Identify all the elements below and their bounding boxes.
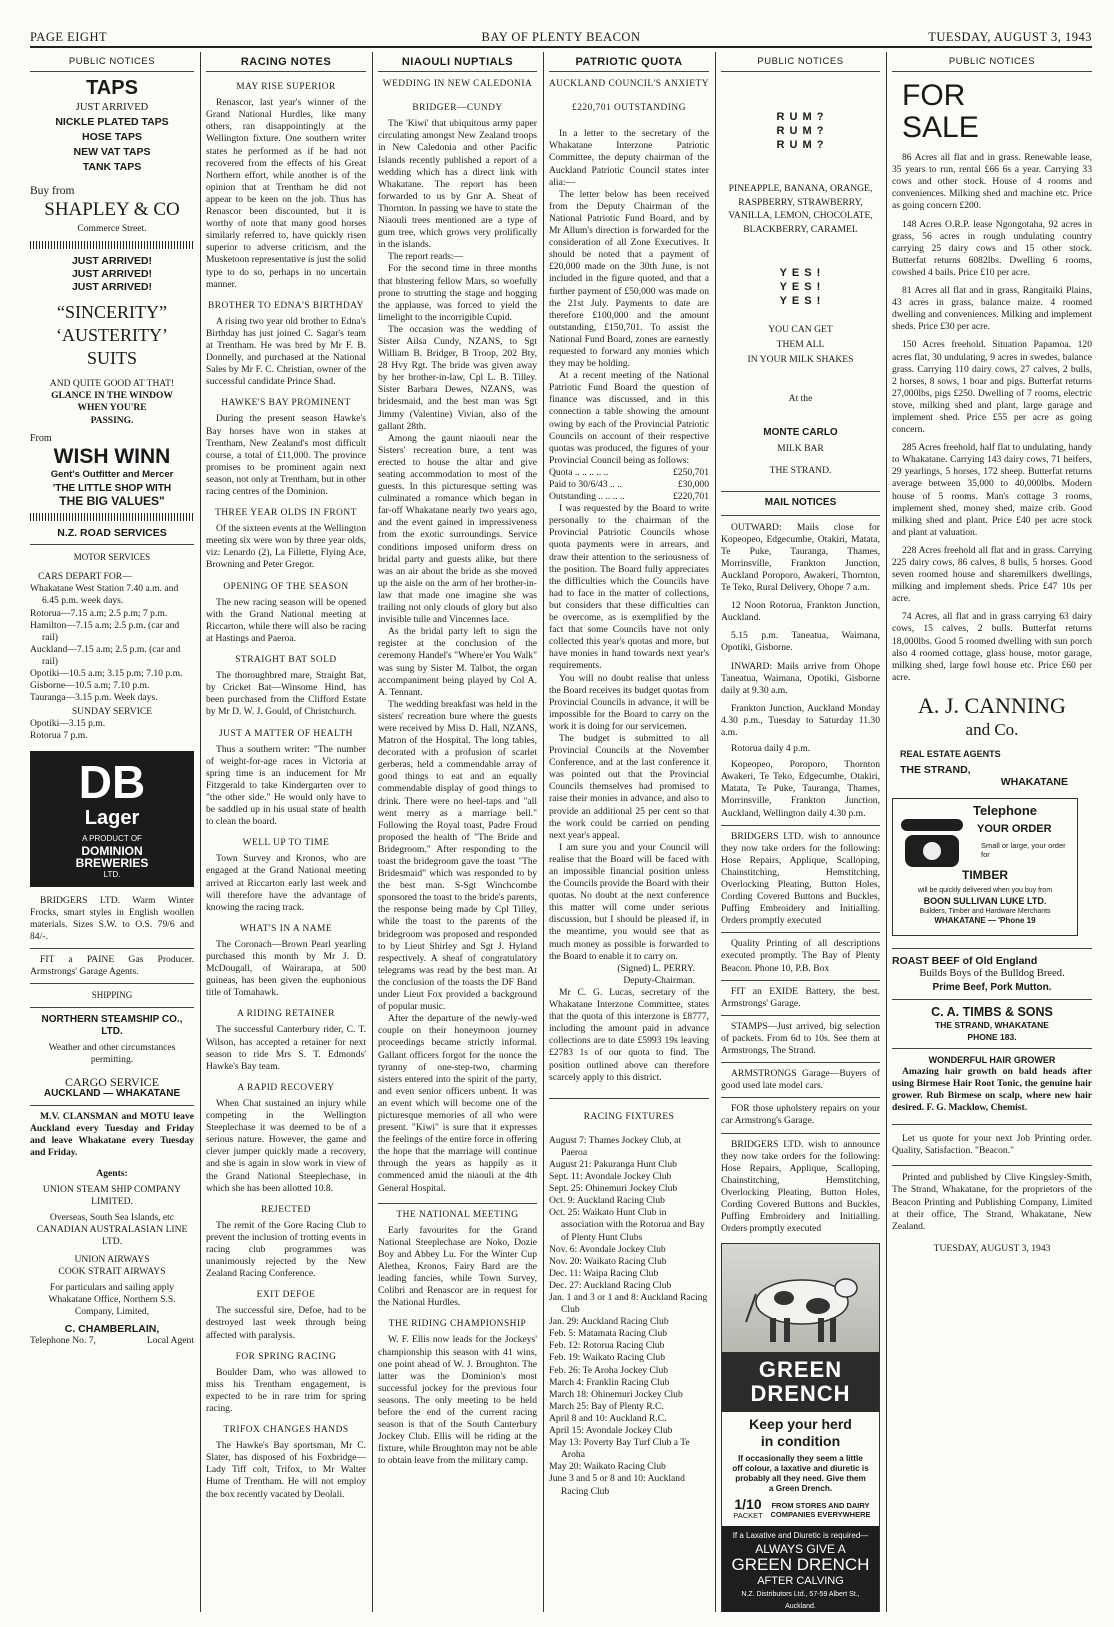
divider <box>892 1048 1092 1049</box>
fixture: June 3 and 5 or 8 and 10: Auckland Racing Club <box>549 1473 685 1497</box>
article-heading: THE NATIONAL MEETING <box>396 1209 519 1220</box>
fixture: Feb. 12: Rotorua Racing Club <box>549 1340 665 1352</box>
local-agent: Local Agent <box>146 1334 194 1346</box>
gd-green-drench: GREEN DRENCH <box>731 1554 870 1574</box>
timber-advert <box>892 798 1078 936</box>
article-heading: WHAT'S IN A NAME <box>239 923 333 934</box>
roast-beef: ROAST BEEF of Old England <box>892 955 1038 968</box>
stamps-ad: STAMPS—Just arrived, big selection of packets. From 6d to 10s. See them at Armstrongs, The Strand. <box>721 1020 880 1057</box>
cars-depart: CARS DEPART FOR— <box>38 571 132 583</box>
aj-canning: A. J. CANNING <box>918 692 1066 718</box>
car-line: Opotiki—10.5 a.m; 3.15 p.m; 7.10 p.m. <box>30 667 183 679</box>
cow-icon <box>722 1244 879 1352</box>
masthead <box>30 28 1092 48</box>
fixture: Sept. 25: Ohinemuri Jockey Club <box>549 1183 678 1195</box>
fixtures-heading: RACING FIXTURES <box>583 1111 675 1122</box>
divider <box>892 999 1092 1000</box>
article-body: As the bridal party left to sign the register at the conclusion of the ceremony Handel's "Where'er You Walk" was sung by Sister M. Talbot, the organ accompaniment being played by Col A. A. Tennant. <box>378 626 537 698</box>
divider <box>30 241 194 249</box>
fixture: Oct. 25: Waikato Hunt Club in association with the Rotorua and Bay of Plenty Hunt Clubs <box>549 1207 705 1243</box>
for-sale-line: SALE <box>902 111 979 145</box>
article-body: The remit of the Gore Racing Club to prevent the inclusion of trotting events in racing club programmes was unanimously rejected by the New Zealand Racing Conference. <box>206 1219 366 1280</box>
quota-row <box>549 479 709 491</box>
divider <box>721 1133 880 1134</box>
divider <box>721 1097 880 1098</box>
fixture: Sept. 11: Avondale Jockey Club <box>549 1171 672 1183</box>
fixture: April 8 and 10: Auckland R.C. <box>549 1412 667 1424</box>
imprint-date: TUESDAY, AUGUST 3, 1943 <box>933 1242 1051 1254</box>
article-body: Boulder Dam, who was allowed to miss his Trentham engagement, is expected to be in rare trim for spring racing. <box>206 1366 366 1414</box>
column-rule <box>886 52 887 1612</box>
article-heading: A RIDING RETAINER <box>237 1009 335 1020</box>
mail-notice: 5.15 p.m. Taneatua, Waimana, Opotiki, Gisborne. <box>721 630 880 654</box>
gd-from: FROM STORES AND DAIRY COMPANIES EVERYWHERE <box>770 1501 871 1520</box>
agents-label: Agents: <box>96 1167 128 1179</box>
yes-line: Y E S ! <box>779 295 822 308</box>
quite-good: AND QUITE GOOD AT THAT! <box>49 379 175 390</box>
fixture: Jan. 29: Auckland Racing Club <box>549 1316 669 1328</box>
article-body: For the second time in three months that blustering fellow Mars, so woefully prone to strutting the stage and hogging the applause, was forced to yield the limelight to the incorrigible Cupid. <box>378 263 537 323</box>
gd-drench: DRENCH <box>750 1381 851 1407</box>
sunday-line: Rotorua 7 p.m. <box>30 730 88 742</box>
glance: GLANCE IN THE WINDOW <box>51 391 173 402</box>
article-subheading: BRIDGER—CUNDY <box>412 103 503 114</box>
boon-sullivan: BOON SULLIVAN LUKE LTD. <box>923 896 1047 907</box>
green-drench-advert <box>721 1243 880 1612</box>
taps-line: JUST ARRIVED <box>75 102 149 114</box>
builders: Builders, Timber and Hardware Merchants <box>919 908 1051 916</box>
gd-packet: PACKET <box>733 1511 763 1521</box>
divider <box>892 1124 1092 1125</box>
column-rule <box>200 52 201 1612</box>
mv-schedule: M.V. CLANSMAN and MOTU leave Auckland every Tuesday and Friday and leave Whakatane every Tuesday and Friday. <box>30 1111 194 1159</box>
article-subheading: £220,701 OUTSTANDING <box>572 103 686 114</box>
column-public-notices-2 <box>721 52 880 1612</box>
car-line: Gisborne—10.5 a.m; 7.10 p.m. <box>30 680 150 692</box>
gd-distributors: N.Z. Distributors Ltd., 57-59 Albert St., Auckland. <box>741 1590 860 1610</box>
armstrongs-ad: ARMSTRONGS Garage—Buyers of good used late model cars. <box>721 1068 880 1092</box>
column-public-notices-1 <box>30 52 194 1612</box>
rum-block <box>721 110 880 152</box>
wish-winn: WISH WINN <box>53 444 171 468</box>
column-heading: RACING NOTES <box>206 52 366 72</box>
article-body: The budget is submitted to all Provincial Councils at the November Conference, and at the last conference it was pointed out that the Provincial Councils themselves had promised to raise their monies in advance, and also to provide an additional 25 per cent so that the work could be carried on pending next year's appeal. <box>549 732 709 841</box>
just-arrived: JUST ARRIVED! <box>71 255 153 268</box>
column-heading: PATRIOTIC QUOTA <box>549 52 709 72</box>
divider <box>549 1098 709 1099</box>
article-body: Renascor, last year's winner of the Grand National Hurdles, like many others, ran disappointingly at the Wellington fixture. One southern writer states he performed as if he had not recovered from the effects of his Great Northern effort, while another is of the opinion that at Trentham he did not appear to be keen on the job. Thus has Renascor been discounted, but it is worthy of note that many good horses similarly referred to, have quickly risen superior to adverse criticism, and the Musketoon representative is just the solid type to do so, perhaps in no uncertain manner. <box>206 97 366 290</box>
paine-ad: FIT a PAINE Gas Producer. Armstrongs' Garage Agents. <box>30 954 194 978</box>
builds-boys: Builds Boys of the Bulldog Breed. <box>919 968 1065 980</box>
divider <box>30 544 194 545</box>
divider <box>721 491 880 492</box>
canadian-line: CANADIAN AUSTRALASIAN LINE LTD. <box>36 1223 188 1247</box>
bridgers-notice: BRIDGERS LTD. wish to announce they now take orders for the following: Hose Repairs, Applique, Scalloping, Chainstitching, Hemstitching, Overlocking Pleating, Button Holes, Cording Covered Buttons and Buckles, Puffing Embroidery and Initialling. Orders promptly executed <box>721 830 880 927</box>
fixture: August 21: Pakuranga Hunt Club <box>549 1158 677 1170</box>
job-printing: Let us quote for your next Job Printing order. Quality, Satisfaction. "Beacon." <box>892 1133 1092 1157</box>
db-breweries: BREWERIES <box>75 855 149 870</box>
exide-ad: FIT an EXIDE Battery, the best. Armstrongs' Garage. <box>721 985 880 1009</box>
column-heading: PUBLIC NOTICES <box>892 52 1092 72</box>
article-body: I was requested by the Board to write personally to the chairman of the Provincial Patriotic Councils whose quota payments were in arrears, and draw their attention to the seriousness of the position. The Board fully appreciates the difficulties which the Councils have had to face in the matter of collections, but considers that these difficulties can be overcome, as is exemplified by the fact that some Councils have not only collected this year's quotas and more, but have monies in hand towards next year's requirements. <box>549 503 709 672</box>
fixture: Dec. 27: Auckland Racing Club <box>549 1279 672 1291</box>
shipping-heading: SHIPPING <box>91 990 133 1001</box>
quota-label: Outstanding .. .. .. .. <box>549 491 625 503</box>
article-body: The 'Kiwi' that ubiquitous army paper circulating amongst New Zealand troops in New Caledonia and other Pacific Islands recently published a report of a wedding which has a direct link with Whakatane. The report has been forwarded to us by Gnr A. Sheat of Thornton. In passing we have to state the Niaouli trees mentioned are a type of gum tree, which grows very prolifically in the islands. <box>378 118 537 251</box>
fixture: May 20: Waikato Racing Club <box>549 1461 666 1473</box>
motor-services-heading: MOTOR SERVICES <box>73 552 151 563</box>
when-youre: WHEN YOU'RE <box>77 403 147 414</box>
property-listing: 285 Acres freehold, half flat to undulating, handy to Whakatane. Carrying 143 dairy cows, 71 heifers, 29 yearlings, 5 horses, 172 sheep. Butterfat returns average between 35,000 to 40,000lbs. Modern house of 5 rooms. Man's cottage 3 rooms, implement shed, money shed, maize crib. Good milking shed and plant. Price £40 per acre stock and plant at valuation. <box>892 442 1092 538</box>
mail-notice: OUTWARD: Mails close for Kopeopeo, Edgecumbe, Otakiri, Matata, Te Puke, Tauranga, Thames, Morrinsville, Frankton Junction, Auckland Poroporo, Awakeri, Thornton, Te Teko, Rural Delivery, Ohope 7 a.m. <box>721 521 880 594</box>
hair-body: Amazing hair growth on bald heads after using Birmese Hair Root Tonic, the genuine hair grower. Rub Birmese on scalp, where new hair desired. F. G. Macklow, Chemist. <box>892 1065 1092 1114</box>
cow-illustration <box>722 1244 879 1352</box>
hair-heading: WONDERFUL HAIR GROWER <box>928 1054 1056 1065</box>
gd-footer <box>722 1526 879 1612</box>
db-ltd: LTD. <box>103 869 121 879</box>
car-line: Auckland—7.15 a.m; 2.5 p.m. (car and rail) <box>30 643 181 667</box>
fixture: Nov. 20: Waikato Racing Club <box>549 1255 667 1267</box>
road-services-heading: N.Z. ROAD SERVICES <box>57 527 167 540</box>
weather-permitting: Weather and other circumstances permitting. <box>48 1041 176 1065</box>
article-body: The thoroughbred mare, Straight Bat, by Cricket Bat—Winsome Hind, has been purchased from the Clifford Estate by Mr D. W. J. Gould, of Christchurch. <box>206 670 366 718</box>
column-rule <box>715 52 716 1612</box>
article-heading: THE RIDING CHAMPIONSHIP <box>388 1319 527 1330</box>
article-body: The new racing season will be opened with the Grand National meeting at Riccarton, while there will also be racing at Hastings and Paeroa. <box>206 596 366 644</box>
real-estate-agents: REAL ESTATE AGENTS <box>900 748 1001 759</box>
divider <box>721 980 880 981</box>
yes-block <box>721 266 880 308</box>
the-strand: THE STRAND. <box>769 465 832 477</box>
rum-line: R U M ? <box>776 139 825 152</box>
gd-body: If occasionally they seem a little off colour, a laxative and diuretic is probably all they need. Give them a Green Drench. <box>732 1454 869 1494</box>
sunday-heading: SUNDAY SERVICE <box>71 706 153 718</box>
fixture: May 13: Poverty Bay Turf Club a Te Aroha <box>549 1437 690 1461</box>
rum-line: R U M ? <box>776 125 825 138</box>
mail-notice: Rotorua daily 4 p.m. <box>731 743 811 755</box>
column-rule <box>372 52 373 1612</box>
fixture: Jan. 1 and 3 or 1 and 8: Auckland Racing Club <box>549 1292 708 1316</box>
fixture: Feb. 26: Te Aroha Jockey Club <box>549 1364 669 1376</box>
article-body: At a recent meeting of the National Patriotic Fund Board the question of finance was discussed, and in this connection a table showing the amount owing by each of the Provincial Patriotic Councils on account of their respective quotas was produced, the figures of your Provincial Council being as follows: <box>549 370 709 466</box>
divider <box>30 513 194 521</box>
car-line: Hamilton—7.15 a.m; 2.5 p.m. (car and rail) <box>30 619 180 643</box>
column-patriotic-quota <box>549 52 709 1612</box>
article-body: When Chat sustained an injury while competing in the Wellington Steeplechase it was deemed to be of a serious nature. However, the game and clever jumper quickly made a recovery, and she is again in slow work in view of the Grand National Steeplechase, in which she has been allotted 10.8. <box>206 1097 366 1194</box>
divider <box>30 948 194 949</box>
taps-line: TANK TAPS <box>82 161 142 174</box>
gd-laxative: If a Laxative and Diuretic is required— <box>732 1531 869 1541</box>
quota-label: Quota .. .. .. .. .. <box>549 466 609 478</box>
article-body: Town Survey and Kronos, who are engaged at the Grand National meeting arrived at Riccarton early last week and will therefore have the advantage of knowing the racing track. <box>206 853 366 913</box>
issue-date: TUESDAY, AUGUST 3, 1943 <box>928 30 1092 44</box>
gd-green: GREEN <box>758 1357 843 1383</box>
signature-title: Deputy-Chairman. <box>623 974 695 986</box>
mail-notice: Kopeopeo, Poroporo, Thornton Awakeri, Te Teko, Edgecumbe, Otakiri, Matata, Te Puke, Tauranga, Thames, Morrinsville, Frankton Junction, Auckland, Wellington daily 4.30 p.m. <box>721 759 880 819</box>
particulars: For particulars and sailing apply Whakatane Office, Northern S.S. Company, Limited, <box>48 1282 176 1318</box>
milkshake-line: THEM ALL <box>776 339 825 351</box>
fixture: March 4: Franklin Racing Club <box>549 1376 670 1388</box>
your-order: YOUR ORDER <box>977 823 1052 836</box>
article-body: During the present season Hawke's Bay horses have won in stakes at Trentham, New Zealand's most difficult course, a total of £11,000. The province promises to be prominent again next season, not only at Trentham, but in other racing centres of the Dominion. <box>206 413 366 497</box>
yes-line: Y E S ! <box>779 267 822 280</box>
taps-line: HOSE TAPS <box>82 131 142 144</box>
telephone-number: Telephone No. 7, <box>30 1334 96 1346</box>
car-line: Tauranga—3.15 p.m. Week days. <box>30 692 158 704</box>
chamberlain: C. CHAMBERLAIN, <box>64 1322 160 1335</box>
article-body: Mr C. G. Lucas, secretary of the Whakatane Interzone Committee, states that the quota of this interzone is £8777, including the amount paid in advance collections are to date £5993 19s leaving £2783 1s of our quota to find. The position outlined above can therefore scarcely apply to this district. <box>549 986 709 1083</box>
timber: TIMBER <box>962 868 1008 883</box>
bridgers-frocks: BRIDGERS LTD. Warm Winter Frocks, smart styles in English woollen materials. Sizes S.W. to O.S. 79/6 and 84/-. <box>30 894 194 943</box>
quota-amount: £220,701 <box>673 491 709 503</box>
suits: SUITS <box>86 348 137 369</box>
article-body: The occasion was the wedding of Sister Ailsa Cundy, NZANS, to Sgt William B. Bridger, B Troop, 202 Bty, 28 Hvy Rgt. The bride was given away by her brother-in-law, Cpl L. B. Tilley. Sister Barbara Dewes, NZANS, was bridesmaid, and the best man was Sgt Jimmy (Valentine) Vivian, also of the gallant 28th. <box>378 323 537 432</box>
milk-bar: MILK BAR <box>777 443 824 455</box>
column-niaouli-nuptials <box>378 52 537 1612</box>
column-public-notices-3 <box>892 52 1092 1612</box>
small-large: Small or large, your order for <box>981 841 1066 860</box>
property-listing: 81 Acres all flat and in grass, Rangitaiki Plains, 43 acres in grass, balance maize. 4 roomed dwelling and conveniences. Milking and implement sheds. Price £30 per acre. <box>892 285 1092 333</box>
article-body: Early favourites for the Grand National Steeplechase are Noko, Dozie Boy and Abbey Lu. For the Winter Cup Alethea, Kronos, Fairy Bard are the leading fancies, while Town Survey, Colibri and Renascor are in request for the National Hurdles. <box>378 1224 537 1309</box>
article-heading: JUST A MATTER OF HEALTH <box>219 728 353 739</box>
article-heading: BROTHER TO EDNA'S BIRTHDAY <box>208 300 364 311</box>
cargo-service: CARGO SERVICE <box>64 1074 160 1089</box>
taps-line: NICKLE PLATED TAPS <box>55 116 169 129</box>
just-arrived: JUST ARRIVED! <box>71 281 153 294</box>
property-listing: 148 Acres O.R.P. lease Ngongotaha, 92 acres in grass, 56 acres in rough undulating country carrying 25 dairy cows and 15 other stock. Butterfat returns 6082lbs. Dwelling 6 rooms, cowshed 4 bails. Price £10 per acre. <box>892 218 1092 278</box>
just-arrived: JUST ARRIVED! <box>71 268 153 281</box>
flavours: PINEAPPLE, BANANA, ORANGE, RASPBERRY, STRAWBERRY, VANILLA, LEMON, CHOCOLATE, BLACKBERRY, CARAMEL <box>728 183 873 235</box>
property-listing: 86 Acres all flat and in grass. Renewable lease, 35 years to run, rental £66 6s a year. Carrying 33 cows and other stock. House of 4 rooms and conveniences. Milking shed and machine etc. Price as going concern £200. <box>892 152 1092 212</box>
article-heading: STRAIGHT BAT SOLD <box>235 655 337 666</box>
passing: PASSING. <box>90 415 134 426</box>
quota-row <box>549 491 709 503</box>
austerity: ‘AUSTERITY’ <box>56 325 168 346</box>
article-subheading: AUCKLAND COUNCIL'S ANXIETY <box>549 79 709 90</box>
mail-notices-heading: MAIL NOTICES <box>764 497 837 509</box>
gd-always: ALWAYS GIVE A <box>755 1541 846 1556</box>
yes-line: Y E S ! <box>779 281 822 294</box>
canning-strand: THE STRAND, <box>900 764 971 777</box>
timbs-address: THE STRAND, WHAKATANE <box>935 1019 1049 1030</box>
article-heading: REJECTED <box>261 1204 311 1215</box>
sincerity: “SINCERITY” <box>57 302 167 323</box>
quota-row <box>549 467 709 479</box>
timbs-sons: C. A. TIMBS & SONS <box>931 1005 1053 1020</box>
divider <box>721 515 880 516</box>
car-line: Whakatane West Station 7.40 a.m. and 6.45 p.m. week days. <box>30 583 179 607</box>
divider <box>721 932 880 933</box>
article-body: The letter below has been received from the Deputy Chairman of the National Patriotic Fund Board, and by Mr Allum's direction is forwarded for the consideration of all Zone Executives. It should be noted that a payment of £20,000 made on the 30th June, is not included in the figure quoted, and that a further payment of £50,000 was made on the 21st July. Payments to date are therefore £100,000 and the amount outstanding, £150,701. To assist the National Fund Board, zones are earnestly requested to forward any monies which they may be holding. <box>549 188 709 370</box>
taps-line: NEW VAT TAPS <box>73 146 151 159</box>
article-heading: HAWKE'S BAY PROMINENT <box>221 398 351 409</box>
article-heading: OPENING OF THE SEASON <box>223 581 349 592</box>
whakatane-phone: WHAKATANE — 'Phone 19 <box>934 916 1036 926</box>
db-lager-advert <box>30 751 194 887</box>
article-heading: EXIT DEFOE <box>256 1290 316 1301</box>
article-body: The report reads:— <box>388 251 464 263</box>
shapley-address: Commerce Street. <box>77 223 147 235</box>
db-logo: DB <box>78 755 146 808</box>
masthead-rule <box>30 46 1092 48</box>
agent-phone-row <box>30 1335 194 1347</box>
gd-condition: in condition <box>760 1433 841 1450</box>
divider <box>378 1203 537 1204</box>
from-label: From <box>30 432 52 444</box>
and-co: and Co. <box>965 719 1019 739</box>
divider <box>30 1105 194 1106</box>
mail-notice: 12 Noon Rotorua, Frankton Junction, Auckland. <box>721 600 880 624</box>
green-drench-banner <box>722 1352 879 1412</box>
mail-notice: Frankton Junction, Auckland Monday 4.30 p.m., Tuesday to Saturday 11.30 a.m. <box>721 702 880 738</box>
article-body: In a letter to the secretary of the Whakatane Interzone Patriotic Committee, the deputy chairman of the Auckland Patriotic Council states inter alia:— <box>549 128 709 188</box>
overseas: Overseas, South Sea Islands, etc <box>49 1211 175 1223</box>
article-body: The wedding breakfast was held in the sisters' recreation bure where the guests were received by Miss D. Hall, NZANS, Matron of the Hospital. The long tables, decorated with a profusion of scarlet gerberas, held a commendable array of good things to eat and an equally commendable display of good things to drink. There were no heel-taps and "all went merry as a marriage bell." Following the Royal toast, Padre Froud proposed the health of "The Bride and Bridegroom." After responding to the toast the bridegroom gave the toast "The Bridesmaid" which was responded to by the best man. S-Sgt Winchcombe sponsored the toast to the bride's parents, the response being made by Cpl Tilley, while the toast to the parents of the bridegroom was proposed and responded to by Lieut Shirley and Sgt J. Hyland respectively. A sheaf of congratulatory telegrams was read by the best man. At the conclusion of the toasts the DF Band under Lieut Fox provided a background of popular music. <box>378 698 537 1013</box>
article-body: A rising two year old brother to Edna's Birthday has just joined C. Sagar's team at Trentham. He was bred by Mr F. B. Donnelly, and purchased at the National Sales by Mr F. C. Christian, owner of the successful candidate Prince Shad. <box>206 315 366 388</box>
article-subheading: WEDDING IN NEW CALEDONIA <box>382 79 533 90</box>
fixture: April 15: Avondale Jockey Club <box>549 1425 673 1437</box>
article-body: After the departure of the newly-wed couple on their honeymoon journey proceedings became strictly informal. Gallant officers forgot for the nonce the tyranny of one-step-two, charming sisters entered into the spirit of the party, and even senior officers unbent. It was an event which will become one of the picturesque memories of all who were present. "Kiwi" is sure that it expresses the feelings of the entire force in offering the hope that the marriage will continue through the years as happily as it commenced amid the niaouli at the 4th General Hospital. <box>378 1013 537 1194</box>
monte-carlo: MONTE CARLO <box>763 427 838 439</box>
article-body: The Coronach—Brown Pearl yearling purchased this month by Mr J. D. McDougall, of Wairarapa, at 500 guineas, has been given the euphonious title of Tomahawk. <box>206 938 366 999</box>
gd-price-value: 1/10 <box>734 1496 762 1513</box>
column-rule <box>543 52 544 1612</box>
column-heading: PUBLIC NOTICES <box>721 52 880 72</box>
gd-price <box>728 1498 768 1522</box>
property-listing: 150 Acres freehold. Situation Papamoa. 120 acres flat, 30 undulating, 9 acres in swedes, balance grass. Carrying 110 dairy cows, 27 calves, 2 bulls, 2 horses, 8 sows, 1 boar and pigs. Butterfat returns 27,000lbs, pigs £250. Dwelling of 7 rooms, electric stove, milking shed and plant, large garage and implement shed. Price £55 per acre as going concern. <box>892 339 1092 436</box>
little-shop: 'THE LITTLE SHOP WITH <box>52 482 172 494</box>
article-heading: MAY RISE SUPERIOR <box>236 82 336 93</box>
db-dominion: DOMINION <box>81 843 143 858</box>
gd-after-calving: AFTER CALVING <box>757 1574 844 1587</box>
big-values: THE BIG VALUES" <box>59 493 165 508</box>
paper-title: BAY OF PLENTY BEACON <box>481 30 641 44</box>
divider <box>30 1007 194 1008</box>
rum-line: R U M ? <box>776 111 825 124</box>
fixture: March 18: Ohinemuri Jockey Club <box>549 1388 683 1400</box>
db-lager: Lager <box>84 806 140 829</box>
article-heading: TRIFOX CHANGES HANDS <box>223 1425 349 1436</box>
db-product: A PRODUCT OF <box>82 833 142 843</box>
divider <box>30 983 194 984</box>
taps-title: TAPS <box>86 77 138 100</box>
fixture: Feb. 19: Waikato Racing Club <box>549 1352 666 1364</box>
fixture: Feb. 5: Matamata Racing Club <box>549 1328 668 1340</box>
for-sale-line: FOR <box>902 79 966 113</box>
upholstery-ad: FOR those upholstery repairs on your car Armstrong's Garage. <box>721 1103 880 1127</box>
quota-amount: £30,000 <box>677 479 709 490</box>
canning-whakatane: WHAKATANE <box>1000 776 1068 789</box>
article-body: You will no doubt realise that unless the Board receives its budget quotas from Provincial Councils in advance, it will be impossible for the Board to carry on the work it is doing for our servicemen. <box>549 672 709 732</box>
article-body: W. F. Ellis now leads for the Jockeys' championship this season with 41 wins, one point ahead of W. J. Broughton. The latter was the Dominion's most successful jockey for the previous four seasons. The only meeting to be held before the end of the current racing season is that of the South Canterbury Jockey Club. Ellis will be riding at the fixture, while Broughton may not be able to obtain leave from the military camp. <box>378 1334 537 1467</box>
divider <box>892 1165 1092 1166</box>
fixture: August 7: Thames Jockey Club, at Paeroa <box>549 1134 681 1158</box>
article-heading: THREE YEAR OLDS IN FRONT <box>215 508 357 519</box>
article-body: The successful sire, Defoe, had to be destroyed last week through being affected with paralysis. <box>206 1305 366 1341</box>
buy-from: Buy from <box>30 185 75 198</box>
fixture: Oct. 9: Auckland Racing Club <box>549 1195 665 1207</box>
union-airways: UNION AIRWAYS <box>74 1254 150 1266</box>
quota-amount: £250,701 <box>673 466 709 478</box>
page-number: PAGE EIGHT <box>30 30 108 44</box>
column-heading: NIAOULI NUPTIALS <box>378 52 537 72</box>
fixture: March 25: Bay of Plenty R.C. <box>549 1400 664 1412</box>
milkshake-line: IN YOUR MILK SHAKES <box>747 354 854 366</box>
article-body: Among the gaunt niaouli near the Sisters' recreation bure, a tent was erected to house the altar and give seating accommodation to most of the guests. In this picturesque setting was culminated a romance which began in far-off Whakatane nearly two years ago, and the event gained in impressiveness from the exotic surroundings. Service conditions imposed uniform dress on bridal party and guests alike, but there was an air about the bride as she moved up the aisle on the arm of her brother-in-law that made one imagine she was trailing not only clouds of glory but also invisible tulle and Vincennes lace. <box>378 432 537 626</box>
divider <box>721 1062 880 1063</box>
fixture: Nov. 6: Avondale Jockey Club <box>549 1243 666 1255</box>
sunday-line: Opotiki—3.15 p.m. <box>30 718 106 730</box>
shapley-name: SHAPLEY & CO <box>44 199 180 221</box>
bridgers-notice: BRIDGERS LTD. wish to announce they now take orders for the following: Hose Repairs, Applique, Scalloping, Chainstitching, Hemstitching, Overlocking Pleating, Button Holes, Cording Covered Buttons and Buckles, Puffing Embroidery and Initialling. Orders promptly executed <box>721 1138 880 1235</box>
cook-strait-airways: COOK STRAIT AIRWAYS <box>58 1266 166 1278</box>
article-body: The Hawke's Bay sportsman, Mr C. Slater, has disposed of his Foxbridge—Lady Tiff colt, Trifox, to Mr Walter Hume of Trentham. He will not employ the box recently vacated by Deolali. <box>206 1440 366 1500</box>
northern-steamship: NORTHERN STEAMSHIP CO., LTD. <box>41 1013 183 1037</box>
prime-beef: Prime Beef, Pork Mutton. <box>932 982 1052 994</box>
article-heading: A RAPID RECOVERY <box>237 1082 335 1093</box>
telephone-icon <box>897 805 967 875</box>
divider <box>892 948 1092 949</box>
mail-notice: INWARD: Mails arrive from Ohope Taneatua, Waimana, Opotiki, Gisborne daily at 9.30 a.m. <box>721 660 880 696</box>
article-body: Of the sixteen events at the Wellington meeting six were won by three year olds, viz: Lenardo (2), La Fillette, Flying Ace, Browning and Peter Gregor. <box>206 523 366 571</box>
timbs-phone: PHONE 183. <box>967 1031 1017 1042</box>
property-listing: 228 Acres freehold all flat and in grass. Carrying 225 dairy cows, 86 calves, 8 bulls, 5 horses. Good seven roomed house and sharemilkers dwellings, milking and implement sheds. Price £47 10s per acre. <box>892 544 1092 605</box>
fixture: Dec. 11: Waipa Racing Club <box>549 1267 659 1279</box>
property-listing: 74 Acres, all flat and in grass carrying 63 dairy cows, 15 calves, 2 bulls. Butterfat returns 18,000lbs. Good 5 roomed dwelling with sun porch also 4 roomed cottage, glass house, motor garage, milking shed, large fowl house etc. Price £60 per acre. <box>892 611 1092 683</box>
union-steamship: UNION STEAM SHIP COMPANY LIMITED. <box>42 1183 182 1207</box>
gd-price-row <box>722 1498 879 1526</box>
milkshake-line: YOU CAN GET <box>768 324 833 336</box>
article-heading: FOR SPRING RACING <box>235 1351 337 1362</box>
imprint: Printed and published by Clive Kingsley-Smith, The Strand, Whakatane, for the proprietors of the Beacon Printing and Publishing Company, Limited at their office, The Strand, Whakatane, New Zealand. <box>892 1172 1092 1232</box>
telephone-label: Telephone <box>973 803 1038 819</box>
gents-outfitter: Gent's Outfitter and Mercer <box>50 468 174 480</box>
article-body: I am sure you and your Council will realise that the Board will be faced with an impossible financial position unless the Councils provide the Board with their quotas. No doubt at the next conference this matter will come under serious discussion, but I should be pleased if, in the meantime, you would see that as much money as possible is forwarded to the Board to enable it to carry on. <box>549 841 709 962</box>
signature: (Signed) L. PERRY. <box>617 962 695 974</box>
column-racing-notes <box>206 52 366 1612</box>
column-heading: PUBLIC NOTICES <box>30 52 194 72</box>
delivered: will be quickly delivered when you buy from <box>917 887 1053 895</box>
gd-keep: Keep your herd <box>749 1416 852 1433</box>
car-line: Rotorua—7.15 a.m; 2.5 p.m; 7 p.m. <box>30 607 168 619</box>
at-the: At the <box>788 393 813 405</box>
article-body: The successful Canterbury rider, C. T. Wilson, has accepted a retainer for next season to ride Mrs S. T. Edmonds' Hawke's Bay team. <box>206 1024 366 1072</box>
quota-label: Paid to 30/6/43 .. .. <box>549 479 623 490</box>
article-heading: WELL UP TO TIME <box>242 838 330 849</box>
divider <box>721 1015 880 1016</box>
auckland-whakatane: AUCKLAND — WHAKATANE <box>43 1088 181 1100</box>
divider <box>721 825 880 826</box>
article-body: Thus a southern writer: "The number of weight-for-age races in Victoria at spring time is an inducement for Mr Fitzgerald to take Kindergarten over to "the other side." He would only have to be saddled up in his usual state of health to clean the board. <box>206 743 366 828</box>
quality-printing: Quality Printing of all descriptions executed promptly. The Bay of Plenty Beacon. Phone 10, P.B. Box <box>721 938 880 974</box>
